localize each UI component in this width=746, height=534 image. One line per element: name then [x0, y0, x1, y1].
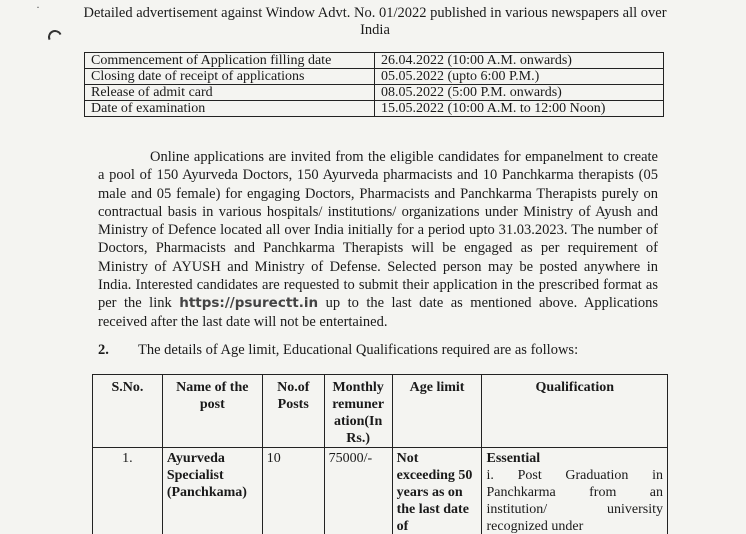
posts-header-row	[93, 375, 668, 448]
row-qualification	[482, 448, 668, 534]
schedule-event: Commencement of Application filling date	[85, 53, 375, 69]
schedule-event: Closing date of receipt of applications	[85, 69, 375, 85]
row-sno: 1.	[93, 448, 163, 534]
schedule-date: 08.05.2022 (5:00 P.M. onwards)	[375, 85, 664, 101]
schedule-date: 05.05.2022 (upto 6:00 P.M.)	[375, 69, 664, 85]
schedule-row	[85, 85, 664, 101]
header-qualification: Qualification	[482, 375, 668, 448]
schedule-date: 15.05.2022 (10:00 A.M. to 12:00 Noon)	[375, 101, 664, 117]
row-post-name: Ayurveda Specialist (Panchkama)	[162, 448, 262, 534]
header-sno: S.No.	[93, 375, 163, 448]
qualification-text: i. Post Graduation in Panchkarma from an institution/ university recognized under	[486, 468, 663, 534]
advertisement-title: Detailed advertisement against Window Advt. No. 01/2022 published in various newspapers all over India	[83, 5, 667, 38]
schedule-event: Release of admit card	[85, 85, 375, 101]
schedule-row	[85, 69, 664, 85]
header-post-count: No.of Posts	[262, 375, 324, 448]
section-heading-text: The details of Age limit, Educational Qualifications required are as follows:	[138, 342, 579, 358]
row-post-count: 10	[262, 448, 324, 534]
intro-text-end: up to the last date as mentioned above. Applications received after the last date will not be entertained.	[98, 295, 658, 330]
section-number: 2.	[98, 342, 109, 358]
header-remuneration: Monthly remuner ation(In Rs.)	[324, 375, 392, 448]
schedule-row	[85, 53, 664, 69]
table-row	[93, 448, 668, 534]
schedule-table	[84, 52, 664, 117]
application-link[interactable]: https://psurectt.in	[179, 295, 319, 312]
section-2-heading	[98, 342, 578, 359]
scan-mark	[46, 28, 64, 46]
header-post-name: Name of the post	[162, 375, 262, 448]
header-age-limit: Age limit	[392, 375, 482, 448]
scan-mark: ·	[36, 0, 40, 14]
schedule-row	[85, 101, 664, 117]
qualification-label: Essential	[486, 451, 541, 466]
schedule-date: 26.04.2022 (10:00 A.M. onwards)	[375, 53, 664, 69]
posts-table	[92, 374, 668, 534]
row-age-limit: Not exceeding 50 years as on the last date of	[392, 448, 482, 534]
row-remuneration: 75000/-	[324, 448, 392, 534]
intro-paragraph	[98, 148, 658, 331]
schedule-event: Date of examination	[85, 101, 375, 117]
intro-text: Online applications are invited from the eligible candidates for empanelment to create a pool of 150 Ayurveda Doctors, 150 Ayurveda pharmacists and 10 Panchkarma therapists (05 male and 05 female) for engaging Doctors, Pharmacists and Panchkarma Therapists purely on contractual basis in various hospitals/ institutions/ organizations under Ministry of Ayush and Ministry of Defence located all over India initially for a period upto 31.03.2023. The number of Doctors, Pharmacists and Panchkarma Therapists will be engaged as per requirement of Ministry of AYUSH and Ministry of Defense. Selected person may be posted anywhere in India. Interested candidates are requested to submit their application in the prescribed format as per the link	[98, 149, 658, 312]
